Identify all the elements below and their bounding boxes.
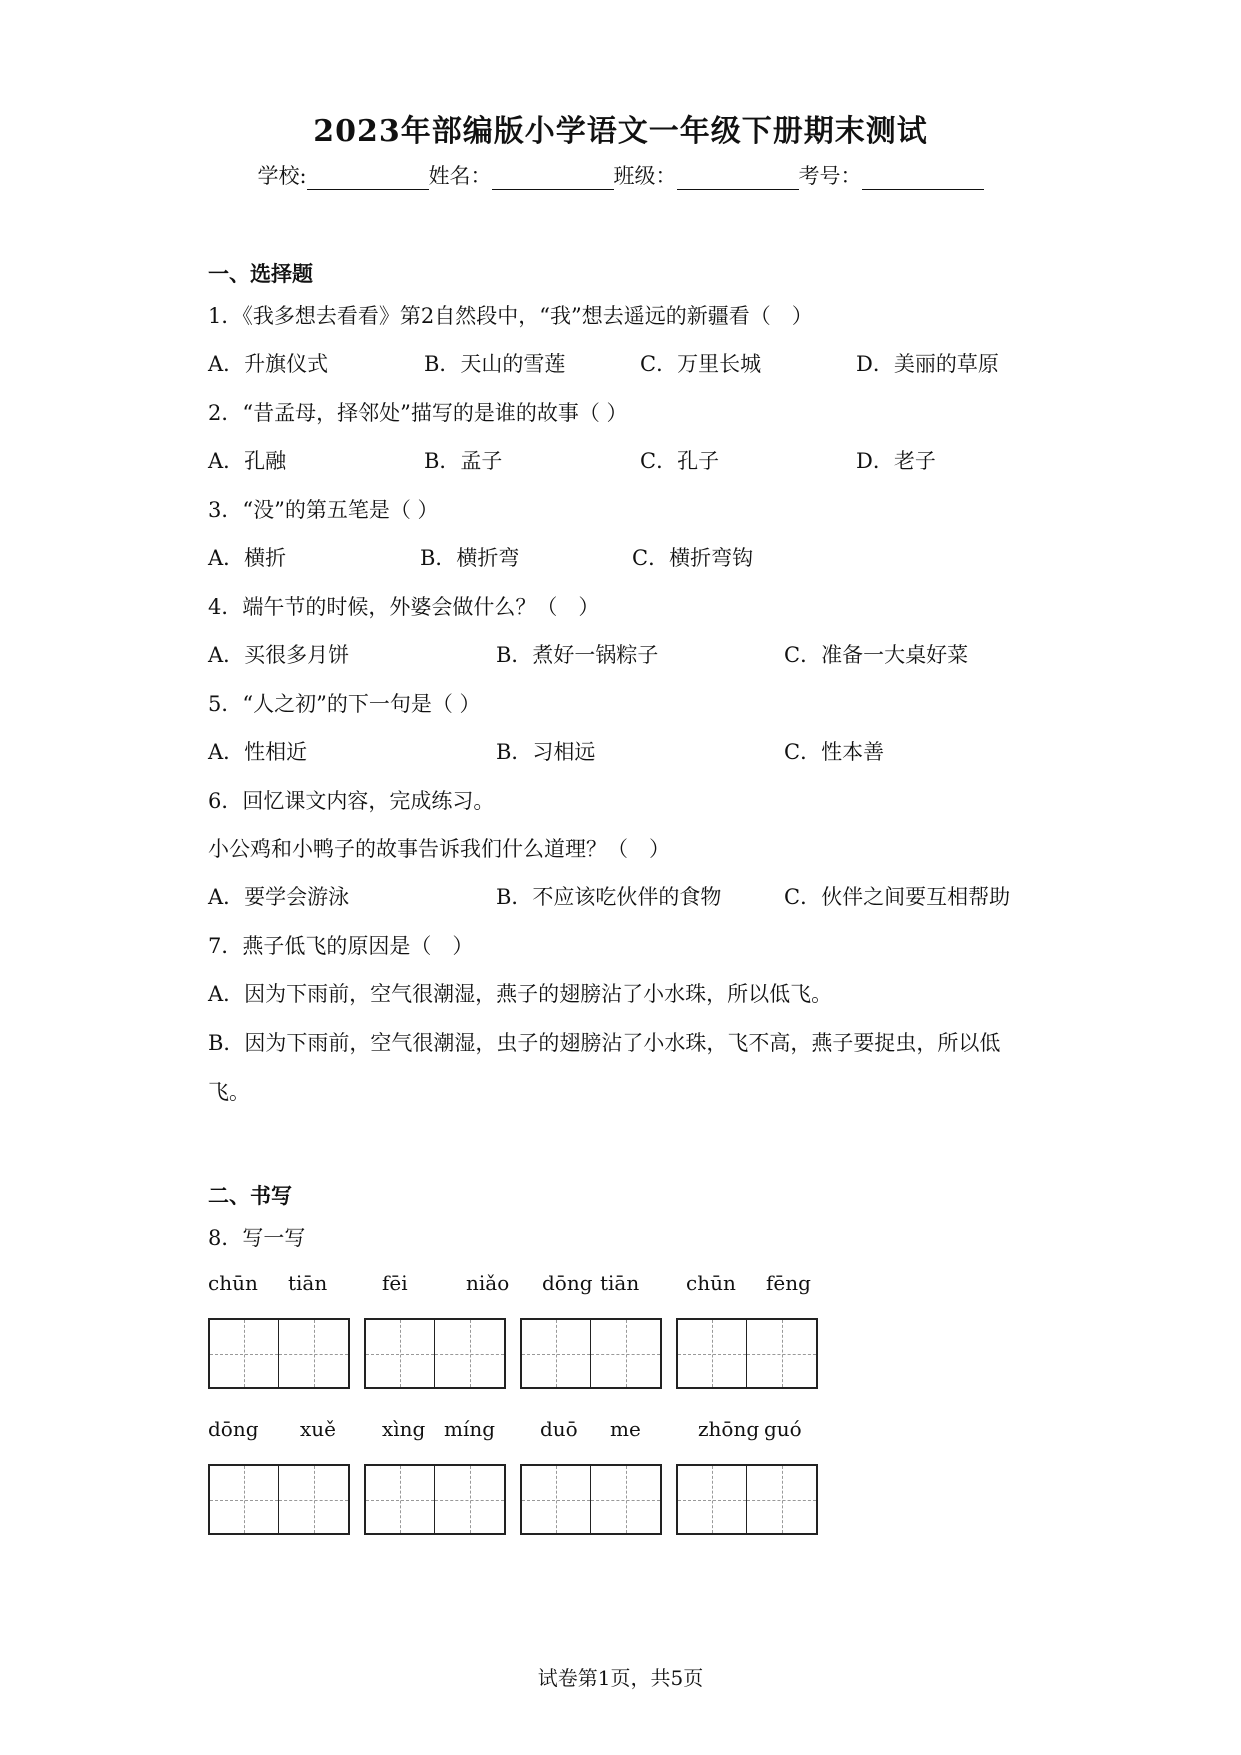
writing-grid[interactable] (364, 1464, 506, 1535)
section-title: 二、书写 (208, 1183, 292, 1208)
option[interactable]: C．万里长城 (640, 352, 762, 376)
pinyin: dōng (542, 1271, 593, 1295)
question-stem: 2．“昔孟母，择邻处”描写的是谁的故事（ ） (208, 401, 628, 425)
writing-grid[interactable] (676, 1318, 818, 1389)
option[interactable]: A．性相近 (208, 740, 308, 764)
pinyin: míng (444, 1417, 496, 1441)
pinyin: xìng (382, 1417, 426, 1441)
pinyin: niǎo (466, 1271, 510, 1295)
option[interactable]: D．美丽的草原 (856, 352, 999, 376)
option[interactable]: A．买很多月饼 (208, 643, 350, 667)
pinyin: me (610, 1417, 641, 1441)
class-blank[interactable] (677, 167, 799, 190)
option[interactable]: C．孔子 (640, 449, 720, 473)
pinyin: xuě (300, 1417, 336, 1441)
question-stem: 3．“没”的第五笔是（ ） (208, 498, 439, 522)
section-title: 一、选择题 (208, 261, 313, 286)
pinyin: duō (540, 1417, 578, 1441)
option[interactable]: C．性本善 (784, 740, 885, 764)
option[interactable]: B．横折弯 (420, 546, 520, 570)
school-label: 学校: (257, 164, 307, 188)
exam-number-label: 考号： (798, 164, 862, 188)
writing-grid[interactable] (676, 1464, 818, 1535)
option[interactable]: B．天山的雪莲 (424, 352, 566, 376)
option[interactable]: A．升旗仪式 (208, 352, 329, 376)
option[interactable]: A．要学会游泳 (208, 885, 350, 909)
name-blank[interactable] (492, 167, 614, 190)
pinyin: tiān (600, 1271, 640, 1295)
pinyin: chūn (686, 1271, 736, 1295)
option[interactable]: B．孟子 (424, 449, 503, 473)
question-stem: 8．写一写 (208, 1226, 306, 1250)
school-blank[interactable] (307, 167, 429, 190)
option[interactable]: B．因为下雨前，空气很潮湿，虫子的翅膀沾了小水珠，飞不高，燕子要捉虫，所以低 (208, 1031, 1001, 1055)
exam-number-blank[interactable] (862, 167, 984, 190)
pinyin: zhōng (698, 1417, 760, 1441)
writing-grid[interactable] (208, 1318, 350, 1389)
page-footer: 试卷第1页，共5页 (537, 1666, 704, 1690)
class-label: 班级： (613, 164, 677, 188)
name-label: 姓名： (428, 164, 492, 188)
option[interactable]: A．孔融 (208, 449, 287, 473)
option[interactable]: D．老子 (856, 449, 936, 473)
option[interactable]: C．横折弯钩 (632, 546, 754, 570)
question-substem: 小公鸡和小鸭子的故事告诉我们什么道理？（ ） (208, 837, 670, 861)
option[interactable]: C．准备一大桌好菜 (784, 643, 969, 667)
pinyin: fēi (382, 1271, 408, 1295)
pinyin: tiān (288, 1271, 328, 1295)
option[interactable]: A．因为下雨前，空气很潮湿，燕子的翅膀沾了小水珠，所以低飞。 (208, 982, 833, 1006)
writing-grid[interactable] (364, 1318, 506, 1389)
option[interactable]: B．习相远 (496, 740, 596, 764)
question-stem: 1．《我多想去看看》第2自然段中，“我”想去遥远的新疆看（ ） (208, 304, 813, 328)
question-stem: 5．“人之初”的下一句是（ ） (208, 692, 481, 716)
question-stem: 4．端午节的时候，外婆会做什么？（ ） (208, 595, 600, 619)
page-title: 2023年部编版小学语文一年级下册期末测试 (313, 114, 928, 149)
option[interactable]: A．横折 (208, 546, 287, 570)
writing-grid[interactable] (520, 1318, 662, 1389)
writing-grid[interactable] (208, 1464, 350, 1535)
option[interactable]: B．煮好一锅粽子 (496, 643, 659, 667)
option[interactable]: B．不应该吃伙伴的食物 (496, 885, 722, 909)
pinyin: chūn (208, 1271, 258, 1295)
option-continuation: 飞。 (208, 1080, 250, 1104)
pinyin: dōng (208, 1417, 259, 1441)
question-stem: 6．回忆课文内容，完成练习。 (208, 789, 495, 813)
question-stem: 7．燕子低飞的原因是（ ） (208, 934, 474, 958)
writing-grid[interactable] (520, 1464, 662, 1535)
pinyin: fēng (766, 1271, 811, 1295)
option[interactable]: C．伙伴之间要互相帮助 (784, 885, 1011, 909)
pinyin: guó (764, 1417, 802, 1441)
student-info-line (0, 160, 1241, 190)
